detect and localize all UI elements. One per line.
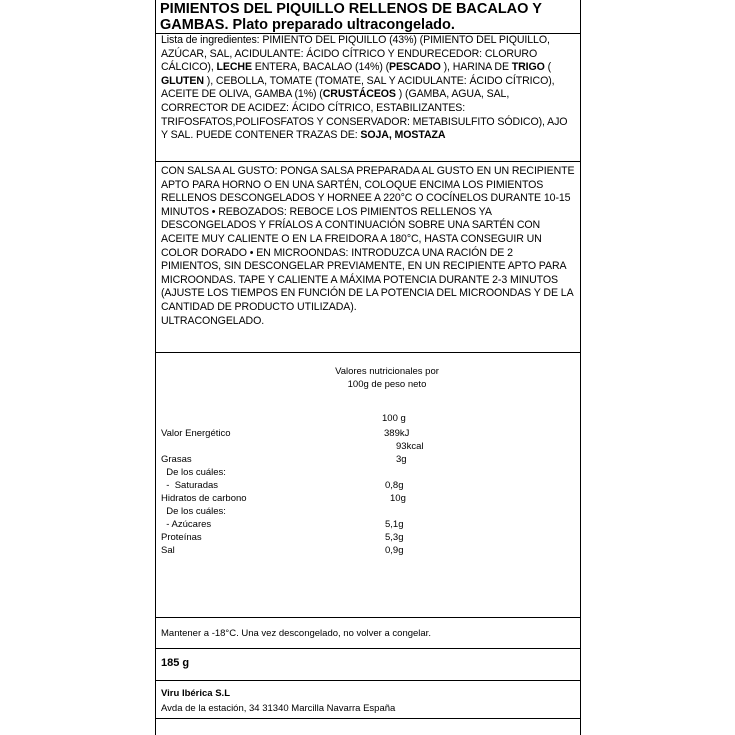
nutrition-row-label: De los cuáles:: [161, 467, 226, 478]
company-name: Viru Ibérica S.L: [161, 688, 230, 699]
company-address: Avda de la estación, 34 31340 Marcilla Navarra España: [161, 703, 396, 714]
ingredients-list: [156, 34, 580, 143]
divider: [156, 680, 580, 681]
divider: [156, 352, 580, 353]
ingredients-text: ) (GAMBA, AGUA, SAL, CORRECTOR DE ACIDEZ: ÁCIDO CÍTRICO, ESTABILIZANTES: TRIFOSFATOS,POLIFOSFATOS Y CONSERVADOR: METABISULFITO SÓDICO), AJO Y SAL. PUEDE CONTENER TRAZAS DE:: [161, 88, 568, 142]
instructions-text: CON SALSA AL GUSTO: PONGA SALSA PREPARADA AL GUSTO EN UN RECIPIENTE APTO PARA HORNO O EN UNA SARTÉN, COLOQUE ENCIMA LOS PIMIENTOS RELLENOS DESCONGELADOS Y HORNEE A 220°C O COCÍNELOS DURANTE 10-15 MINUTOS • REBOZADOS: REBOCE LOS PIMIENTOS RELLENOS YA DESCONGELADOS Y FRÍALOS A CONTINUACIÓN SOBRE UNA SARTÉN CON ACEITE MUY CALIENTE O EN LA FREIDORA A 180°C, HASTA CONSEGUIR UN COLOR DORADO • EN MICROONDAS: INTRODUZCA UNA RACIÓN DE 2 PIMIENTOS, SIN DESCONGELAR PREVIAMENTE, EN UN RECIPIENTE APTO PARA MICROONDAS. TAPE Y CALIENTE A MÁXIMA POTENCIA DURANTE 2-3 MINUTOS (AJUSTE LOS TIEMPOS EN FUNCIÓN DE LA POTENCIA DEL MICROONDAS Y DE LA CANTIDAD DE PRODUCTO UTILIZADA).: [161, 165, 575, 313]
product-title-line-1: PIMIENTOS DEL PIQUILLO RELLENOS DE BACALAO Y: [160, 1, 542, 17]
nutrition-row-label: - Saturadas: [161, 480, 219, 491]
divider: [156, 617, 580, 618]
divider: [156, 161, 580, 162]
allergen-gluten: GLUTEN: [161, 74, 204, 87]
ingredients-text: ), CEBOLLA, TOMATE (TOMATE, SAL Y ACIDULANTE: ÁCIDO CÍTRICO), ACEITE DE OLIVA, GAMBA (1%) (: [161, 74, 555, 101]
net-weight: 185 g: [161, 657, 190, 669]
ingredients-text: (: [544, 61, 552, 74]
nutrition-column-header: 100 g: [382, 413, 406, 424]
nutrition-row-value: 389kJ: [384, 428, 410, 439]
nutrition-header-line-2: 100g de peso neto: [347, 379, 427, 390]
product-title: [156, 1, 580, 33]
product-label: [155, 0, 581, 735]
product-title-line-2: GAMBAS. Plato preparado ultracongelado.: [160, 17, 455, 33]
ingredients-text: Lista de ingredientes: PIMIENTO DEL PIQUILLO (43%) (PIMIENTO DEL PIQUILLO, AZÚCAR, SAL, ACIDULANTE: ÁCIDO CÍTRICO Y ENDURECEDOR: CLORURO CÁLCICO),: [161, 34, 550, 74]
nutrition-row-label: De los cuáles:: [161, 506, 226, 517]
nutrition-row-label: Proteínas: [161, 532, 202, 543]
ingredients-text: ), HARINA DE: [440, 61, 512, 74]
nutrition-row-value: 3g: [396, 454, 407, 465]
nutrition-row-label: Grasas: [161, 454, 192, 465]
nutrition-row-value: 5,1g: [385, 519, 404, 530]
nutrition-header-line-1: Valores nutricionales por: [335, 366, 439, 377]
nutrition-row-label: Hidratos de carbono: [161, 493, 247, 504]
ingredients-text: ENTERA, BACALAO (14%) (: [251, 61, 390, 74]
allergen-crustaceos: CRUSTÁCEOS: [322, 88, 396, 101]
nutrition-row-label: - Azúcares: [161, 519, 212, 530]
preparation-instructions: [156, 165, 580, 328]
nutrition-row-value: 0,9g: [385, 545, 404, 556]
nutrition-row-value: 10g: [390, 493, 406, 504]
ultracongelado-note: ULTRACONGELADO.: [161, 314, 265, 327]
storage-instructions: Mantener a -18°C. Una vez descongelado, no volver a congelar.: [161, 628, 431, 639]
allergen-leche: LECHE: [216, 61, 252, 74]
nutrition-row-label: Sal: [161, 545, 175, 556]
nutrition-row-label: Valor Energético: [161, 428, 231, 439]
divider: [156, 718, 580, 719]
nutrition-row-value: 0,8g: [385, 480, 404, 491]
allergen-trigo: TRIGO: [511, 61, 545, 74]
allergen-pescado: PESCADO: [389, 61, 441, 74]
nutrition-row-value: 93kcal: [396, 441, 424, 452]
nutrition-header: [156, 365, 618, 391]
allergen-soja-mostaza: SOJA, MOSTAZA: [360, 129, 446, 142]
divider: [156, 648, 580, 649]
nutrition-row-value: 5,3g: [385, 532, 404, 543]
